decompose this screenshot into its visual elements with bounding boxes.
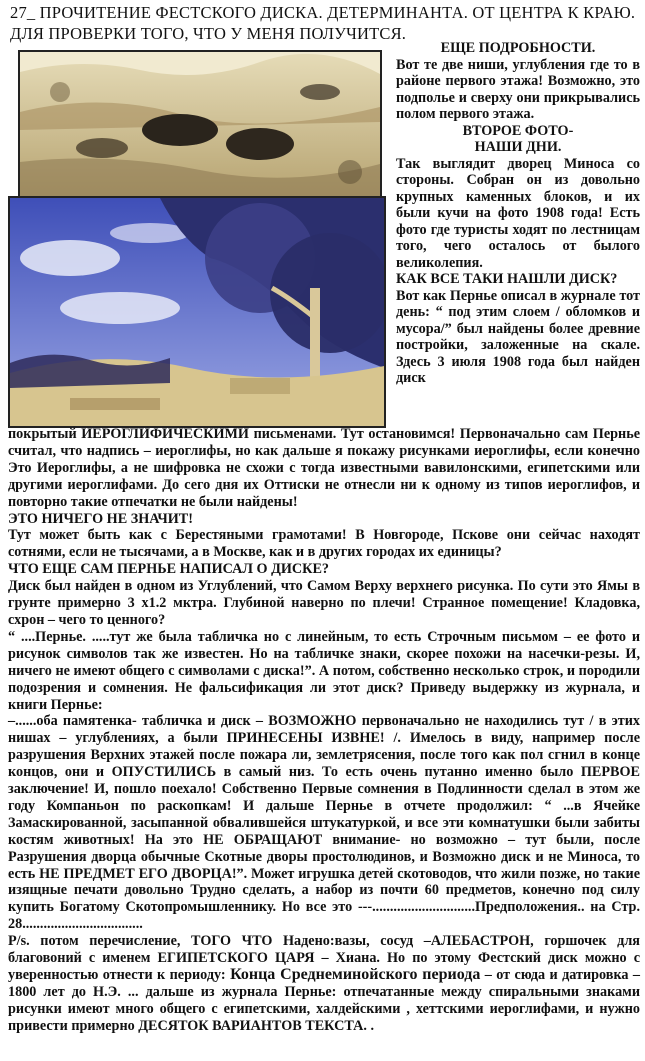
paragraph: Диск был найден в одном из Углублений, что Самом Верху верхнего рисунка. По сути это Ямы в грунте примерно 3 х1.2 мктра. Глубиной наверно по плечи! Странное помещение! Кладовка, схрон – чего то ценного? (8, 578, 640, 628)
paragraph: Тут может быть как с Берестяными грамотами! В Новгороде, Пскове они сейчас находят сотнями, если не тысячами, а в Москве, как и в других городах их единицы? (8, 527, 640, 561)
photo-excavation-1908 (18, 50, 382, 198)
paragraph: Вот как Пернье описал в журнале тот день: “ под этим слоем / обломков и мусора/” был найдены более древние постройки, заложенные на скале. Здесь 3 июля 1908 года был найден диск (396, 287, 640, 386)
paragraph: покрытый ИЕРОГЛИФИЧЕСКИМИ письменами. Тут остановимся! Первоначально сам Пернье считал, что надпись – иероглифы, но как дальше я покажу рисунками иероглифы, если конечно Это Иероглифы, а не шифровка не схожи с тогда известными вавилонскими, египетскими или другими иероглифами. До сего дня их Оттиски не отнесли ни к одному из типов иероглифов, и повторно такие отпечатки не были найдены! (8, 426, 640, 510)
right-column-text (396, 40, 640, 387)
section-heading: ЕЩЕ ПОДРОБНОСТИ. (440, 40, 596, 56)
section-heading: КАК ВСЕ ТАКИ НАШЛИ ДИСК? (396, 271, 618, 287)
paragraph: “ ....Пернье. .....тут же была табличка но с линейным, то есть Строчным письмом – ее фото и рисунок символов так же известен. Но на табличке знаки, скорее похожи на насечки-резы. И, ничего не имеют общего с символами с диска!”. А потом, собственно несколько строк, и породили подозрения и сомнения. Не фальсификация ли этот диск? Приведу выдержку из журнала, и книги Пернье: (8, 628, 640, 713)
paragraph: –......оба памятенка- табличка и диск – ВОЗМОЖНО первоначально не находились тут / в этих нишах – углублениях, а были ПРИНЕСЕНЫ ИЗВНЕ! /. Имелось в виду, например после разрушения Верхних этажей после пожара ли, землетрясения, после того как пол сгнил в конце концов, они и ОПУСТИЛИСЬ в самый низ. То есть очень путанно именно было ПЕРВОЕ заключение! И, пошло поехало! Собственно Первые сомнения в Подлинности сделал в этом же году Компаньон по раскопкам! И дальше Пернье в отчете продолжил: “ ...в Ячейке Замаскированной, засыпанной обвалившейся штукатуркой, и все эти комнатушки были забиты костям животных! На это НЕ ОБРАЩАЮТ внимание- но возможно – тут были, после Разрушения дворца обычные Скотные дворы простолюдинов, и Возможно диск и не Миноса, то есть НЕ ПРЕДМЕТ ЕГО ДВОРЦА!”. Может игрушка детей скотоводов, что жили позже, но такие изящные печати довольно Трудно сделать, а набор из почти 60 предметов, конечно под силу купить Богатому Скотопромышленнику. Но все это ---.............................Предположения.. на Стр. 28.................................. (8, 713, 640, 933)
section-heading: ВТОРОЕ ФОТО- (462, 122, 574, 139)
postscript-text: P/s. потом перечисление, ТОГО ЧТО Надено:вазы, сосуд –АЛЕБАСТРОН, горшочек для благовоний с именем ЕГИПЕТСКОГО ЦАРЯ – Хиана. Но по этому Фестский диск можно с уверенностью отнести к периоду: (8, 933, 640, 983)
paragraph: Вот те две ниши, углубления где то в районе первого этажа! Возможно, это подполье и сверху они прикрывались полом первого этажа. (396, 56, 640, 122)
main-text (8, 426, 640, 1035)
page-title: 27_ ПРОЧИТЕНИЕ ФЕСТСКОГО ДИСКА. ДЕТЕРМИНАНТА. ОТ ЦЕНТРА К КРАЮ. ДЛЯ ПРОВЕРКИ ТОГО, ЧТО У МЕНЯ ПОЛУЧИТСЯ. (10, 3, 636, 43)
section-heading: ЧТО ЕЩЕ САМ ПЕРНЬЕ НАПИСАЛ О ДИСКЕ? (8, 561, 330, 578)
paragraph: Так выглядит дворец Миноса со стороны. Собран он из довольно крупных каменных блоков, и их были кучи на фото 1908 года! Есть фото где туристы ходят по лестницам того, чего осталось от былого великолепия. (396, 155, 640, 271)
postscript-text-end: – от сюда и датировка – 1800 лет до Н.Э. ... дальше из журнала Пернье: отпечатанные между спиральными знаками рисунки имеют много общего с египетскими, халдейскими , хеттскими иероглифами, и нужно привести примерно ДЕСЯТОК ВАРИАНТОВ ТЕКСТА. . (8, 967, 640, 1034)
section-heading: НАШИ ДНИ. (474, 139, 562, 155)
photo-palace-today (8, 196, 386, 428)
paragraph-postscript (8, 933, 640, 1034)
section-heading: ЭТО НИЧЕГО НЕ ЗНАЧИТ! (8, 510, 193, 527)
period-emphasis: Конца Среднеминойского периода (230, 966, 481, 983)
